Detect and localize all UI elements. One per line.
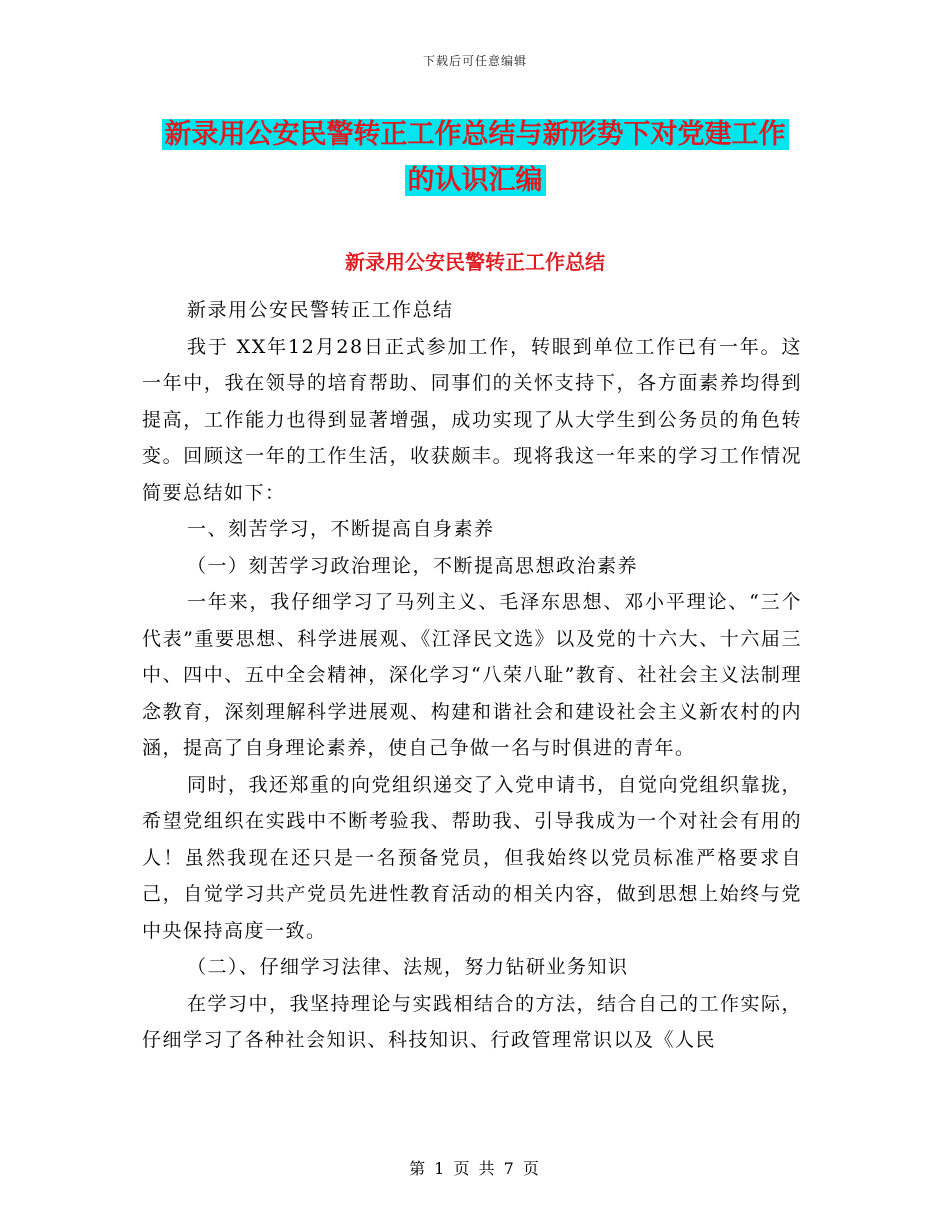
document-title bbox=[0, 112, 950, 204]
body-paragraph: 我于 XX年12月28日正式参加工作，转眼到单位工作已有一年。这一年中，我在领导的培育帮助、同事们的关怀支持下，各方面素养均得到提高，工作能力也得到显著增强，成功实现了从大学生到公务员的角色转变。回顾这一年的工作生活，收获颇丰。现将我这一年来的学习工作情况简要总结如下： bbox=[142, 335, 802, 504]
document-body bbox=[142, 292, 802, 1059]
body-paragraph: 新录用公安民警转正工作总结 bbox=[187, 299, 454, 321]
body-paragraph: （二）、仔细学习法律、法规，努力钻研业务知识 bbox=[187, 956, 629, 978]
section-title: 新录用公安民警转正工作总结 bbox=[345, 250, 605, 274]
page-footer-number: 第 1 页 共 7 页 bbox=[409, 1159, 541, 1178]
body-paragraph: （一）刻苦学习政治理论，不断提高思想政治素养 bbox=[187, 554, 639, 577]
page-header-note: 下载后可任意编辑 bbox=[422, 54, 527, 68]
document-title-line-2: 的认识汇编 bbox=[405, 165, 546, 196]
body-paragraph: 一、刻苦学习，不断提高自身素养 bbox=[187, 518, 495, 540]
body-paragraph: 在学习中，我坚持理论与实践相结合的方法，结合自己的工作实际，仔细学习了各种社会知识、科技知识、行政管理常识以及《人民 bbox=[142, 992, 803, 1051]
body-paragraph: 一年来，我仔细学习了马列主义、毛泽东思想、邓小平理论、“三个代表”重要思想、科学进展观、《江泽民文选》以及党的十六大、十六届三中、四中、五中全会精神，深化学习“八荣八耻”教育、社社会主义法制理念教育，深刻理解科学进展观、构建和谐社会和建设社会主义新农村的内涵，提高了自身理论素养，使自己争做一名与时俱进的青年。 bbox=[142, 591, 802, 759]
body-paragraph: 同时，我还郑重的向党组织递交了入党申请书，自觉向党组织靠拢，希望党组织在实践中不断考验我、帮助我、引导我成为一个对社会有用的人！虽然我现在还只是一名预备党员，但我始终以党员标准严格要求自己，自觉学习共产党员先进性教育活动的相关内容，做到思想上始终与党中央保持高度一致。 bbox=[142, 773, 803, 942]
document-title-line-1: 新录用公安民警转正工作总结与新形势下对党建工作 bbox=[162, 119, 789, 150]
